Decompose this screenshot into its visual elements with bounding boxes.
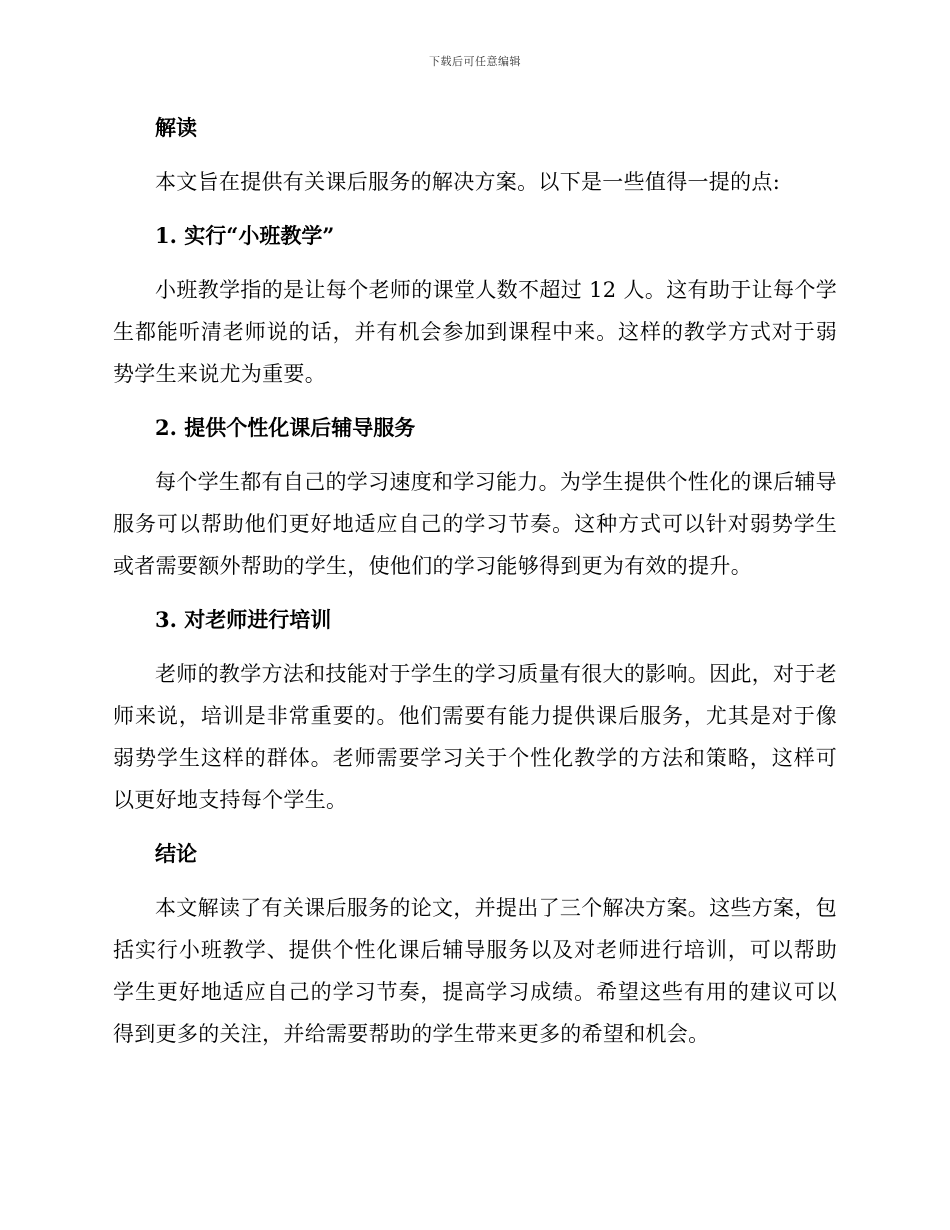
section-heading-small-class: 1. 实行“小班教学” (155, 223, 335, 248)
section-paragraph: 本文旨在提供有关课后服务的解决方案。以下是一些值得一提的点: (155, 170, 781, 194)
section-paragraph: 小班教学指的是让每个老师的课堂人数不超过 12 人。这有助于让每个学生都能听清老师说的话，并有机会参加到课程中来。这样的教学方式对于弱势学生来说尤为重要。 (113, 278, 837, 386)
section-paragraph: 本文解读了有关课后服务的论文，并提出了三个解决方案。这些方案，包括实行小班教学、提供个性化课后辅导服务以及对老师进行培训，可以帮助学生更好地适应自己的学习节奏，提高学习成绩。希望这些有用的建议可以得到更多的关注，并给需要帮助的学生带来更多的希望和机会。 (113, 896, 837, 1046)
section-heading-tutoring: 2. 提供个性化课后辅导服务 (155, 415, 416, 440)
section-heading-conclusion: 结论 (155, 841, 197, 866)
section-paragraph: 老师的教学方法和技能对于学生的学习质量有很大的影响。因此，对于老师来说，培训是非常重要的。他们需要有能力提供课后服务，尤其是对于像弱势学生这样的群体。老师需要学习关于个性化教学的方法和策略，这样可以更好地支持每个学生。 (113, 662, 837, 812)
section-paragraph: 每个学生都有自己的学习速度和学习能力。为学生提供个性化的课后辅导服务可以帮助他们更好地适应自己的学习节奏。这种方式可以针对弱势学生或者需要额外帮助的学生，使他们的学习能够得到更为有效的提升。 (113, 470, 837, 578)
section-heading-interpretation: 解读 (155, 115, 197, 140)
page-header: 下载后可任意编辑 (429, 55, 521, 68)
section-heading-teacher-training: 3. 对老师进行培训 (155, 607, 332, 632)
document-body (113, 106, 837, 1066)
